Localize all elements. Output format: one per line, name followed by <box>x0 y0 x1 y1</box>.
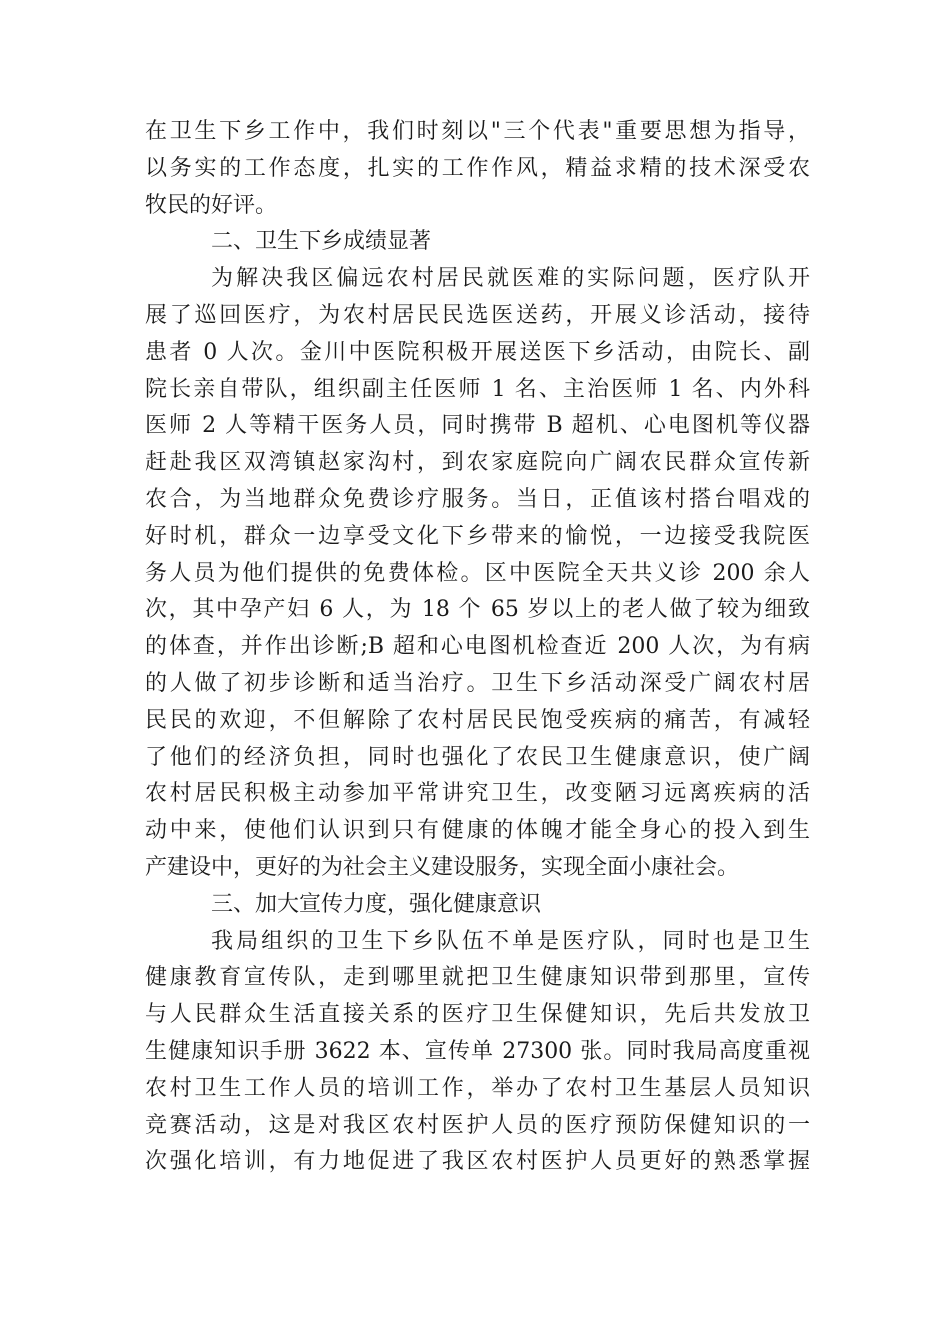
text-line-26: 生健康知识手册 3622 本、宣传单 27300 张。同时我局高度重视 <box>145 1038 810 1064</box>
text-line-13: 务人员为他们提供的免费体检。区中医院全天共义诊 200 余人 <box>145 560 810 586</box>
text-line-18: 了他们的经济负担，同时也强化了农民卫生健康意识，使广阔 <box>145 744 810 770</box>
text-line-28: 竞赛活动，这是对我区农村医护人员的医疗预防保健知识的一 <box>145 1112 810 1138</box>
text-line-2: 以务实的工作态度，扎实的工作作风，精益求精的技术深受农 <box>145 155 810 181</box>
text-line-1: 在卫生下乡工作中，我们时刻以"三个代表"重要思想为指导， <box>145 119 810 144</box>
text-line-29: 次强化培训，有力地促进了我区农村医护人员更好的熟悉掌握 <box>145 1149 810 1175</box>
text-line-17: 民民的欢迎，不但解除了农村居民民饱受疾病的痛苦，有减轻 <box>145 707 810 733</box>
text-line-19: 农村居民积极主动参加平常讲究卫生，改变陋习远离疾病的活 <box>145 781 810 807</box>
text-line-20: 动中来，使他们认识到只有健康的体魄才能全身心的投入到生 <box>145 818 810 844</box>
text-line-15: 的体查，并作出诊断;B 超和心电图机检查近 200 人次，为有病 <box>145 634 810 660</box>
text-line-10: 赶赴我区双湾镇赵家沟村，到农家庭院向广阔农民群众宣传新 <box>145 450 810 476</box>
document-body <box>145 114 810 1181</box>
section-heading-2: 二、卫生下乡成绩显著 <box>211 229 432 255</box>
section-heading-3: 三、加大宣传力度，强化健康意识 <box>211 891 542 917</box>
text-line-11: 农合，为当地群众免费诊疗服务。当日，正值该村搭台唱戏的 <box>145 486 810 512</box>
text-line-5: 为解决我区偏远农村居民就医难的实际问题，医疗队开 <box>211 266 810 292</box>
text-line-27: 农村卫生工作人员的培训工作，举办了农村卫生基层人员知识 <box>145 1075 810 1101</box>
text-line-21: 产建设中，更好的为社会主义建设服务，实现全面小康社会。 <box>145 854 740 880</box>
text-line-7: 患者 0 人次。金川中医院积极开展送医下乡活动，由院长、副 <box>145 339 810 365</box>
text-line-3: 牧民的好评。 <box>145 192 278 218</box>
text-line-9: 医师 2 人等精干医务人员，同时携带 B 超机、心电图机等仪器 <box>145 413 810 439</box>
text-line-16: 的人做了初步诊断和适当治疗。卫生下乡活动深受广阔农村居 <box>145 670 810 696</box>
text-line-6: 展了巡回医疗，为农村居民民选医送药，开展义诊活动，接待 <box>145 302 810 328</box>
text-line-14: 次，其中孕产妇 6 人，为 18 个 65 岁以上的老人做了较为细致 <box>145 597 810 623</box>
text-line-12: 好时机，群众一边享受文化下乡带来的愉悦，一边接受我院医 <box>145 523 810 549</box>
text-line-24: 健康教育宣传队，走到哪里就把卫生健康知识带到那里，宣传 <box>145 965 810 991</box>
text-line-8: 院长亲自带队，组织副主任医师 1 名、主治医师 1 名、内外科 <box>145 376 810 402</box>
text-line-25: 与人民群众生活直接关系的医疗卫生保健知识，先后共发放卫 <box>145 1002 810 1028</box>
text-line-23: 我局组织的卫生下乡队伍不单是医疗队，同时也是卫生 <box>211 928 810 954</box>
